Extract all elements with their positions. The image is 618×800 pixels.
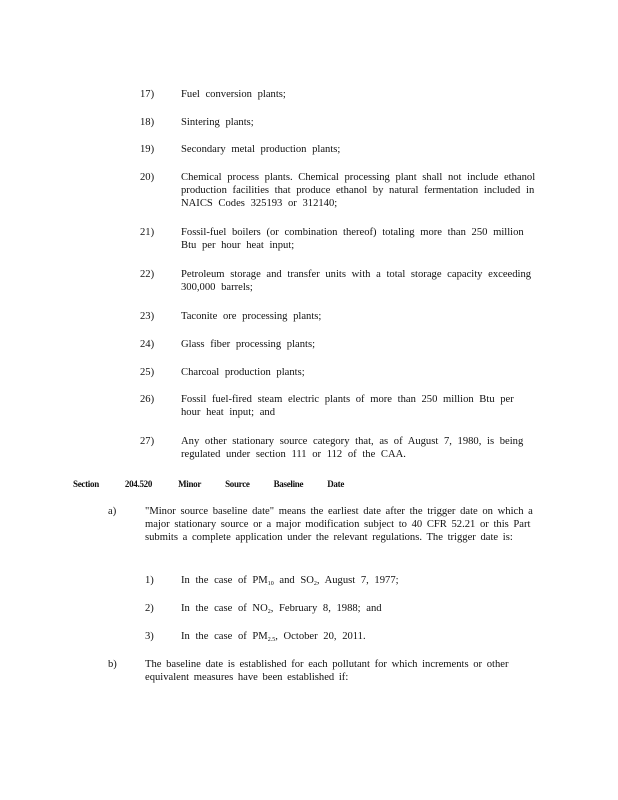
list-item-text: Fossil-fuel boilers (or combination thereof) totaling more than 250 million Btu per hour heat input; [181,227,524,252]
list-item-number: 26) [140,394,155,405]
paragraph-text: The baseline date is established for each pollutant for which increments or other equivalent measures have been established if: [145,659,509,684]
paragraph-text: "Minor source baseline date" means the earliest date after the trigger date on which a major stationary source or a major modification subject to 40 CFR 52.21 or this Part submits a complete application under the relevant regulations. The trigger date is: [145,506,533,544]
list-item-number: 20) [140,172,155,183]
list-item-number: 23) [140,311,155,322]
list-item-text: Chemical process plants. Chemical processing plant shall not include ethanol production facilities that produce ethanol by natural fermentation included in NAICS Codes 325193 or 312140; [181,172,536,210]
paragraph-letter: a) [108,506,117,517]
list-item-number: 24) [140,339,155,350]
section-title-word: Date [327,479,345,489]
section-number: 204.520 [124,479,153,489]
list-item-number: 21) [140,227,155,238]
section-label: Section [73,479,99,489]
sub-item-text: In the case of $NO_2$, February 8, 1988; and [181,603,382,615]
sub-item-text: In the case of $PM_{10}$ and $SO_2$, August 7, 1977; [181,575,399,587]
list-item-text: Glass fiber processing plants; [181,339,316,350]
list-item-number: 17) [140,89,155,100]
list-item-text: Secondary metal production plants; [181,144,341,155]
list-item-number: 27) [140,436,155,447]
list-item-text: Sintering plants; [181,117,254,128]
sub-item-text: In the case of $PM_{2.5}$, October 20, 2011. [181,631,366,643]
section-title-word: Minor [178,479,202,489]
list-item-text: Any other stationary source category that, as of August 7, 1980, is being regulated under section 111 or 112 of the CAA. [181,436,524,461]
section-title-word: Baseline [273,479,304,489]
list-item-number: 18) [140,117,155,128]
section-title-word: Source [225,479,250,489]
list-item-number: 19) [140,144,155,155]
list-item-text: Fuel conversion plants; [181,89,286,100]
list-item-text: Petroleum storage and transfer units with a total storage capacity exceeding 300,000 barrels; [181,269,532,294]
paragraph-letter: b) [108,659,117,670]
sub-item-number: 3) [145,631,154,642]
section-heading [73,478,373,491]
list-item-text: Charcoal production plants; [181,367,305,378]
sub-item-number: 1) [145,575,154,586]
list-item-number: 22) [140,269,155,280]
list-item-number: 25) [140,367,155,378]
list-item-text: Fossil fuel-fired steam electric plants of more than 250 million Btu per hour heat input; and [181,394,514,419]
sub-item-number: 2) [145,603,154,614]
list-item-text: Taconite ore processing plants; [181,311,322,322]
